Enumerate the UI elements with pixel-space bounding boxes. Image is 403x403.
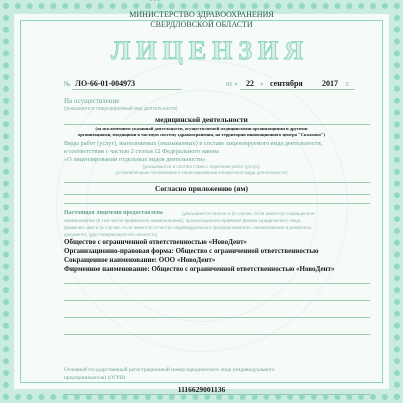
org-legal-form: Организационно-правовая форма: Общество с ограниченной ответственностью bbox=[64, 247, 319, 255]
licence-number: ЛО-66-01-004973 bbox=[75, 79, 136, 88]
blank-line-1 bbox=[64, 283, 370, 284]
date-underline bbox=[240, 89, 355, 90]
granted-label: Настоящая лицензия предоставлена bbox=[64, 210, 163, 216]
activity-note-2: организациями, входящими в частную систему здравоохранения, на территории инновационного центра "Сколково") bbox=[78, 132, 325, 137]
appendix-reference: Согласно приложению (ям) bbox=[154, 184, 249, 193]
granted-text-4: документа, удостоверяющего его личность) bbox=[64, 232, 158, 237]
org-short-name: Сокращенное наименование: ООО «НовоДент» bbox=[64, 256, 216, 264]
works-label-3: «О лицензировании отдельных видов деятельности» bbox=[64, 156, 206, 163]
works-underline-2 bbox=[64, 194, 370, 195]
date-prefix: от « bbox=[226, 80, 238, 88]
ogrn-label-1: Основной государственный регистрационный номер юридического лица (индивидуального bbox=[64, 367, 275, 373]
document-title: ЛИЦЕНЗИЯ bbox=[110, 36, 310, 65]
works-underline-3 bbox=[64, 203, 370, 204]
date-mid: » bbox=[260, 80, 264, 88]
activity-underline bbox=[64, 124, 370, 125]
granted-text-3: фамилия, имя и (в случае, если имеется) отчество индивидуального предпринимателя, наименование и реквизиты bbox=[64, 225, 312, 230]
works-label-2: в соответствии с частью 2 статьи 12 Федерального закона bbox=[64, 148, 219, 155]
blank-line-2 bbox=[64, 300, 370, 301]
activity-hint: (указывается лицензируемый вид деятельности) bbox=[64, 106, 178, 112]
granted-text-2: наименование (в том числе фирменное наименование), организационно-правовая форма юридического лица, bbox=[64, 218, 302, 223]
licence-day: 22 bbox=[246, 79, 254, 88]
activity-value: медицинской деятельности bbox=[155, 115, 248, 124]
works-hint-1: (указываются в соответствии с перечнем работ (услуг), bbox=[142, 164, 261, 169]
org-full-name: Общество с ограниченной ответственностью «НовоДент» bbox=[64, 238, 248, 246]
ministry-line1: МИНИСТЕРСТВО ЗДРАВООХРАНЕНИЯ bbox=[129, 10, 274, 19]
number-prefix: № bbox=[64, 80, 71, 88]
granted-text-1: (указывается полное и (в случае, если имеется) сокращенное bbox=[182, 211, 315, 216]
number-underline bbox=[72, 89, 182, 90]
ogrn-value: 1116629001136 bbox=[177, 385, 226, 394]
activity-label: На осуществление bbox=[64, 97, 120, 105]
works-underline-1 bbox=[64, 182, 370, 183]
works-hint-2: установленным положением о лицензировании конкретного вида деятельности) bbox=[115, 170, 288, 175]
ogrn-label-2: предпринимателя) (ОГРН) bbox=[64, 375, 126, 381]
org-trade-name: Фирменное наименование: Общество с ограниченной ответственностью «НовоДент» bbox=[64, 265, 335, 273]
licence-year: 2017 bbox=[322, 79, 338, 88]
blank-line-4 bbox=[64, 334, 370, 335]
ogrn-underline bbox=[64, 394, 370, 395]
activity-note-1: (за исключением указанной деятельности, осуществляемой медицинскими организациями и другими bbox=[95, 126, 308, 131]
ministry-line2: СВЕРДЛОВСКОЙ ОБЛАСТИ bbox=[150, 20, 253, 29]
top-crest: • • • bbox=[150, 0, 160, 4]
licence-month: сентября bbox=[270, 79, 303, 88]
blank-line-3 bbox=[64, 317, 370, 318]
works-label-1: Виды работ (услуг), выполняемых (оказываемых) в составе лицензируемого вида деятельности, bbox=[64, 140, 323, 147]
year-suffix: г. bbox=[346, 80, 350, 88]
